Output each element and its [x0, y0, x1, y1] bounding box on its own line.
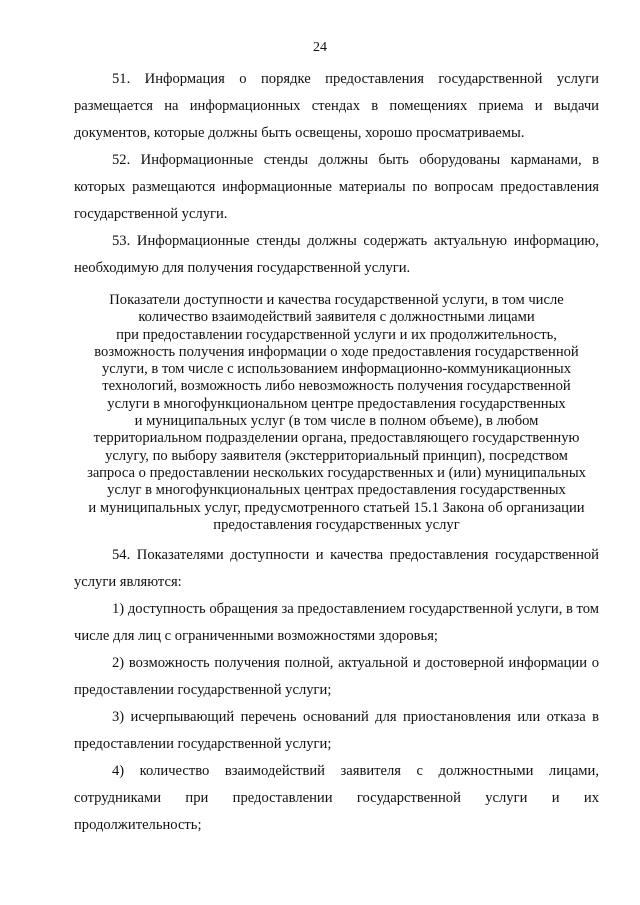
heading-line: территориальном подразделении органа, предоставляющего государственную [93, 430, 580, 447]
paragraph-53: 53. Информационные стенды должны содержать актуальную информацию, необходимую для получения государственной услуги. [74, 233, 599, 276]
heading-line: услугу, по выбору заявителя (экстерриториальный принцип), посредством [105, 447, 568, 464]
heading-line: услуг в многофункциональных центрах предоставления государственных [107, 482, 566, 499]
heading-line: и муниципальных услуг, предусмотренного статьей 15.1 Закона об организации [88, 499, 585, 516]
list-item-3: 3) исчерпывающий перечень оснований для приостановления или отказа в предоставлении государственной услуги; [74, 709, 599, 752]
paragraph-51: 51. Информация о порядке предоставления государственной услуги размещается на информационных стендах в помещениях приема и выдачи документов, которые должны быть освещены, хорошо просматриваемы. [74, 71, 599, 141]
heading-line: Показатели доступности и качества государственной услуги, в том числе [109, 292, 564, 308]
list-item-1: 1) доступность обращения за предоставлением государственной услуги, в том числе для лиц с ограниченными возможностями здоровья; [74, 601, 599, 644]
list-item-4: 4) количество взаимодействий заявителя с должностными лицами, сотрудниками при предоставлении государственной услуги и их продолжительность; [74, 763, 599, 833]
list-item-2: 2) возможность получения полной, актуальной и достоверной информации о предоставлении государственной услуги; [74, 655, 599, 698]
heading-line: запроса о предоставлении нескольких государственных и (или) муниципальных [87, 464, 586, 481]
rules-section-info-stands [74, 66, 599, 282]
paragraph-54: 54. Показателями доступности и качества предоставления государственной услуги являются: [74, 547, 599, 590]
heading-line: количество взаимодействий заявителя с должностными лицами [138, 309, 535, 326]
page-number: 24 [313, 40, 327, 55]
heading-line: технологий, возможность либо невозможность получения государственной [102, 378, 571, 395]
heading-line: при предоставлении государственной услуги и их продолжительность, [116, 326, 557, 343]
paragraph-52: 52. Информационные стенды должны быть оборудованы карманами, в которых размещаются информационные материалы по вопросам предоставления государственной услуги. [74, 152, 599, 222]
heading-line: возможность получения информации о ходе предоставления государственной [94, 343, 579, 360]
heading-line: услуги в многофункциональном центре предоставления государственных [107, 395, 566, 412]
heading-line: и муниципальных услуг (в том числе в полном объеме), в любом [134, 413, 539, 430]
heading-line: услуги, в том числе с использованием информационно-коммуникационных [101, 361, 571, 378]
rules-section-indicators [74, 542, 599, 839]
section-heading [74, 292, 599, 534]
heading-line: предоставления государственных услуг [213, 516, 460, 533]
